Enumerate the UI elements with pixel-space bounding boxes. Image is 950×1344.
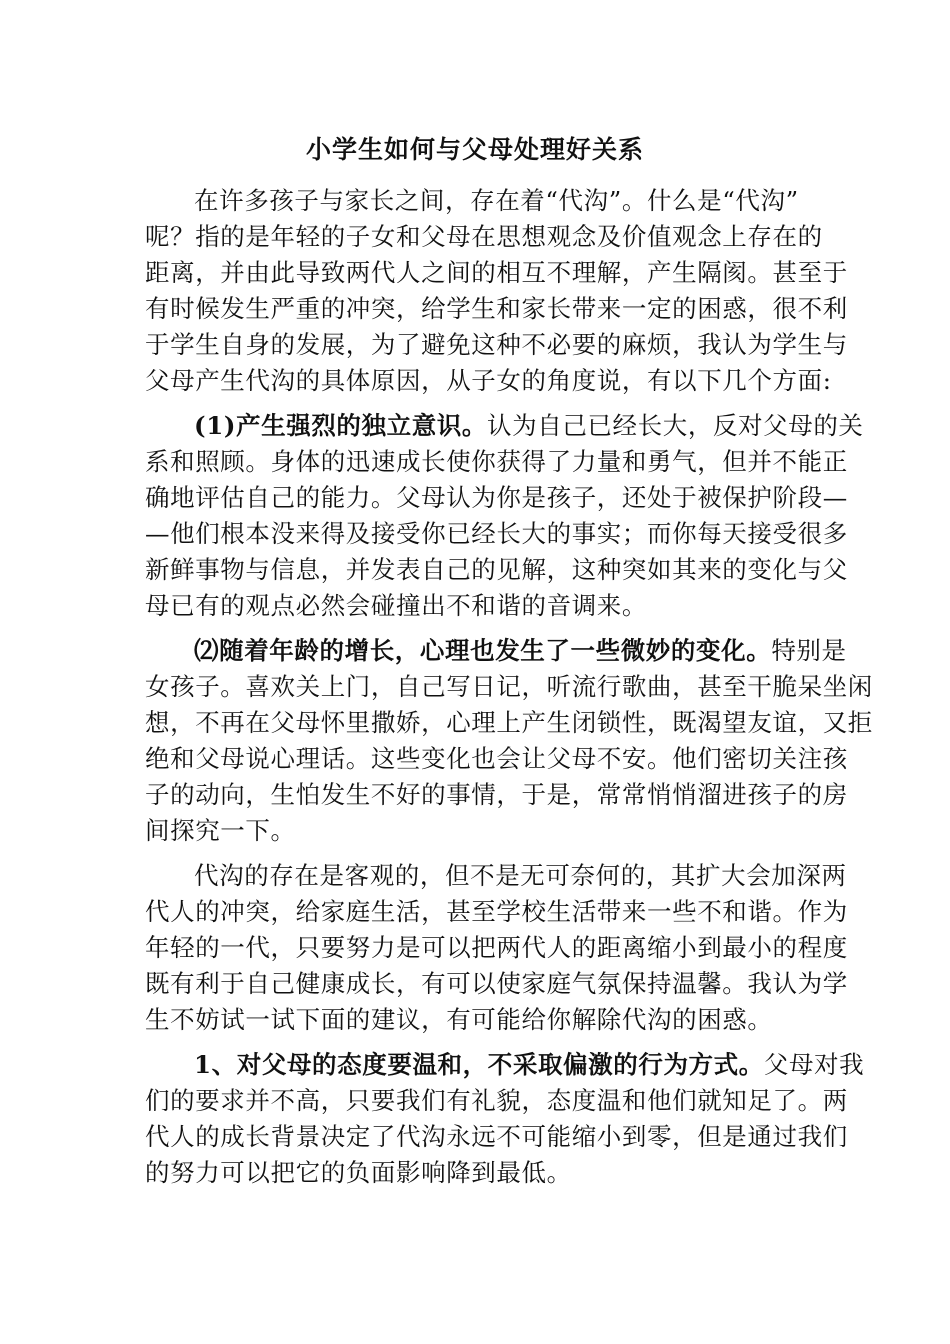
text-line: 想，不再在父母怀里撒娇，心理上产生闭锁性，既渴望友谊，又拒	[145, 708, 873, 737]
text-line	[145, 1047, 865, 1083]
text-line: 呢？指的是年轻的子女和父母在思想观念及价值观念上存在的	[145, 222, 823, 251]
text-line: 有时候发生严重的冲突，给学生和家长带来一定的困惑，很不利	[145, 294, 848, 323]
point-heading: ⑵随着年龄的增长，心理也发生了一些微妙的变化。	[194, 636, 772, 665]
point-text: 特别是	[771, 636, 847, 665]
point-text: 认为自己已经长大，反对父母的关	[487, 411, 864, 440]
text-line: 代沟的存在是客观的，但不是无可奈何的，其扩大会加深两	[194, 861, 847, 890]
paragraph-suggestion-1	[145, 1047, 865, 1191]
text-line: 距离，并由此导致两代人之间的相互不理解，产生隔阂。甚至于	[145, 258, 848, 287]
text-line: 父母产生代沟的具体原因，从子女的角度说，有以下几个方面:	[145, 366, 832, 395]
text-line: 在许多孩子与家长之间，存在着“代沟”。什么是“代沟”	[194, 186, 799, 215]
suggestion-heading: 1、对父母的态度要温和，不采取偏激的行为方式。	[194, 1050, 764, 1079]
text-line: 系和照顾。身体的迅速成长使你获得了力量和勇气，但并不能正	[145, 447, 848, 476]
paragraph-analysis	[145, 858, 848, 1038]
text-line: 于学生自身的发展，为了避免这种不必要的麻烦，我认为学生与	[145, 330, 848, 359]
text-line: 年轻的一代，只要努力是可以把两代人的距离缩小到最小的程度	[145, 933, 848, 962]
document-body	[145, 183, 873, 1200]
text-line: 确地评估自己的能力。父母认为你是孩子，还处于被保护阶段—	[145, 483, 848, 512]
text-line: 们的要求并不高，只要我们有礼貌，态度温和他们就知足了。两	[145, 1086, 848, 1115]
paragraph-point-1	[145, 408, 864, 624]
text-line	[145, 408, 864, 444]
text-line: 女孩子。喜欢关上门，自己写日记，听流行歌曲，甚至干脆呆坐闲	[145, 672, 873, 701]
text-line: 母已有的观点必然会碰撞出不和谐的音调来。	[145, 591, 647, 620]
paragraph-point-2	[145, 633, 873, 849]
paragraph-intro	[145, 183, 848, 399]
text-line: 既有利于自己健康成长，有可以使家庭气氛保持温馨。我认为学	[145, 969, 848, 998]
text-line: 代人的冲突，给家庭生活，甚至学校生活带来一些不和谐。作为	[145, 897, 848, 926]
document-title: 小学生如何与父母处理好关系	[305, 135, 644, 164]
text-line: 生不妨试一试下面的建议，有可能给你解除代沟的困惑。	[145, 1005, 773, 1034]
text-line: 新鲜事物与信息，并发表自己的见解，这种突如其来的变化与父	[145, 555, 848, 584]
text-line	[145, 633, 847, 669]
text-line: 绝和父母说心理话。这些变化也会让父母不安。他们密切关注孩	[145, 744, 848, 773]
point-heading: (1)产生强烈的独立意识。	[194, 411, 488, 440]
text-line: —他们根本没来得及接受你已经长大的事实；而你每天接受很多	[145, 519, 848, 548]
text-line: 的努力可以把它的负面影响降到最低。	[145, 1158, 572, 1187]
text-line: 间探究一下。	[145, 816, 296, 845]
text-line: 子的动向，生怕发生不好的事情，于是，常常悄悄溜进孩子的房	[145, 780, 848, 809]
suggestion-text: 父母对我	[763, 1050, 865, 1079]
text-line: 代人的成长背景决定了代沟永远不可能缩小到零，但是通过我们	[145, 1122, 848, 1151]
